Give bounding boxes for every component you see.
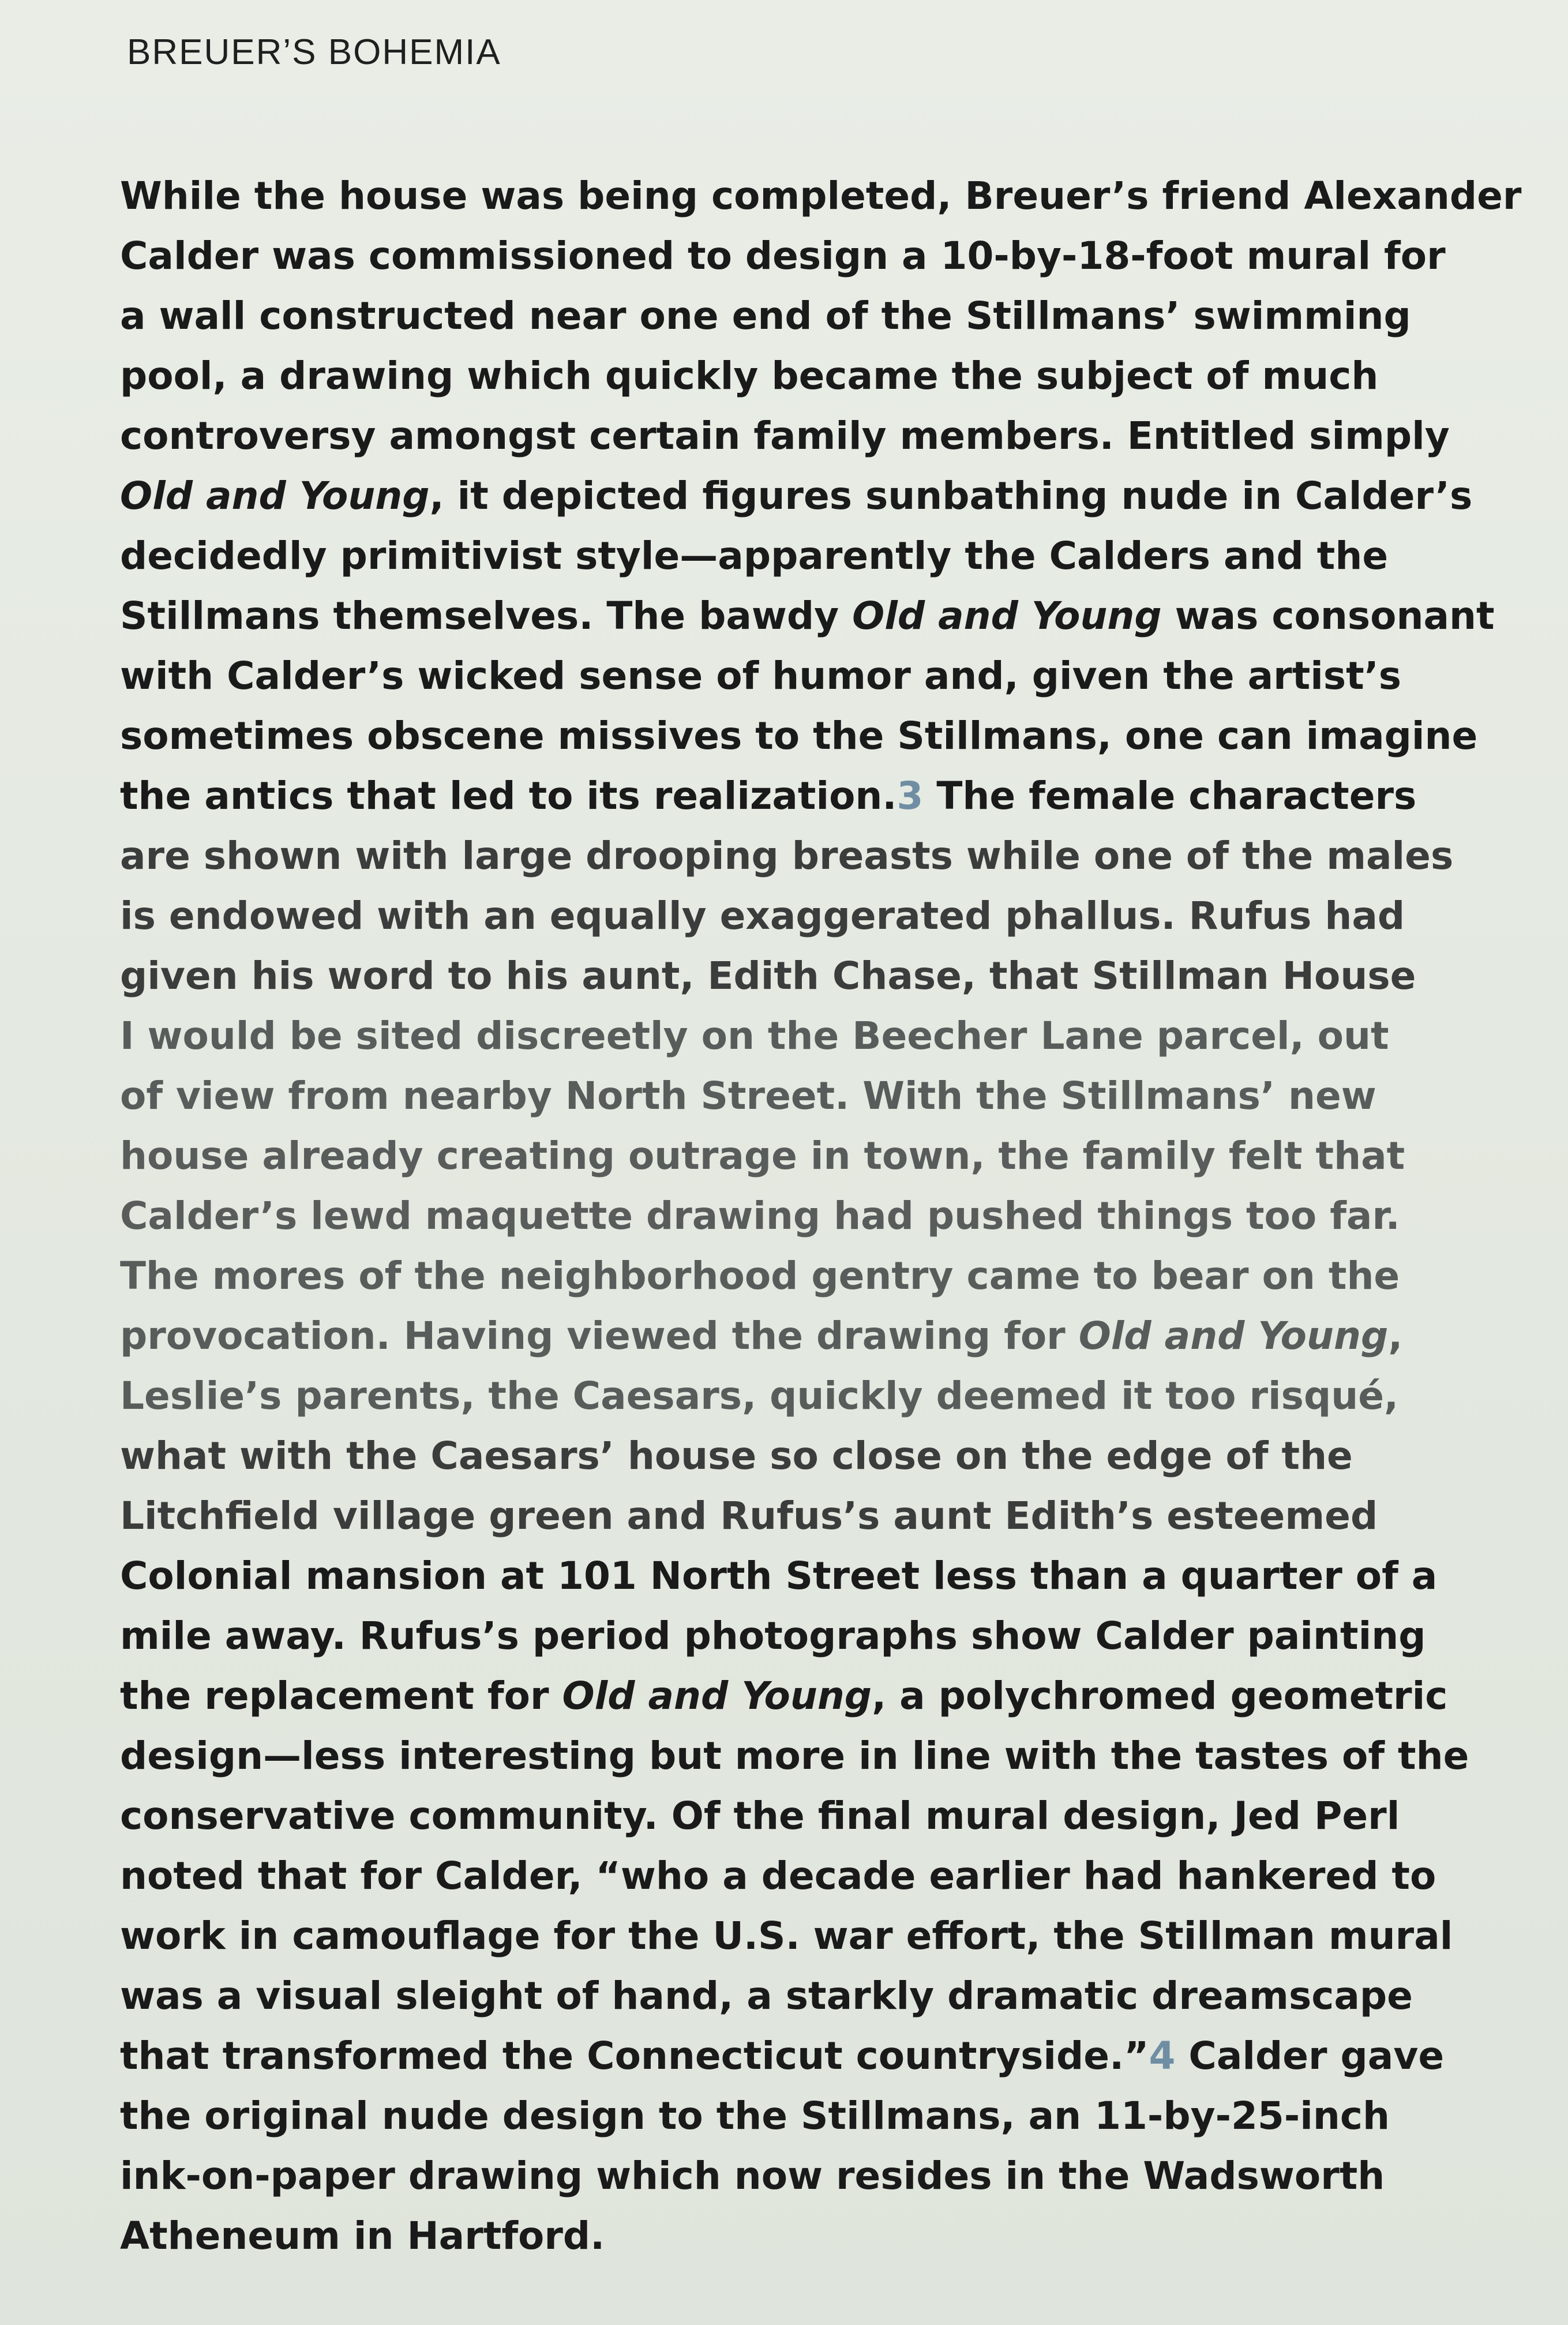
text-segment: Stillmans themselves. The bawdy (120, 594, 853, 638)
text-segment: are shown with large drooping breasts while one of the males (120, 834, 1454, 878)
text-segment: controversy amongst certain family members. Entitled simply (120, 414, 1450, 458)
text-segment: While the house was being completed, Breuer’s friend Alexander (120, 174, 1522, 218)
text-segment: The mores of the neighborhood gentry came to bear on the (120, 1254, 1400, 1298)
text-line (120, 2026, 1447, 2086)
text-line (120, 1126, 1447, 1186)
text-line (120, 1426, 1447, 1486)
text-segment: was consonant (1161, 594, 1495, 638)
text-segment: , it depicted figures sunbathing nude in Calder’s (429, 474, 1473, 518)
text-segment: house already creating outrage in town, the family felt that (120, 1134, 1405, 1178)
text-segment: Calder was commissioned to design a 10-by-18-foot mural for (120, 234, 1446, 278)
text-segment: , a polychromed geometric (872, 1674, 1448, 1718)
text-line (120, 586, 1495, 646)
text-segment: sometimes obscene missives to the Stillmans, one can imagine (120, 714, 1478, 758)
text-segment: Leslie’s parents, the Caesars, quickly deemed it too risqué, (120, 1374, 1399, 1418)
footnote-marker: 4 (1149, 2034, 1176, 2078)
text-segment: given his word to his aunt, Edith Chase, that Stillman House (120, 954, 1416, 998)
artwork-title: Old and Young (1078, 1314, 1389, 1358)
text-line (120, 1846, 1447, 1906)
text-line (120, 1906, 1453, 1966)
text-segment: I would be sited discreetly on the Beecher Lane parcel, out (120, 1014, 1389, 1058)
text-line (120, 2206, 1447, 2266)
body-paragraph (120, 166, 1522, 2266)
text-segment: Colonial mansion at 101 North Street less than a quarter of a (120, 1554, 1438, 1598)
text-line (120, 1486, 1447, 1546)
text-line (120, 766, 1447, 826)
text-segment: what with the Caesars’ house so close on the edge of the (120, 1434, 1353, 1478)
text-segment: Calder gave (1175, 2034, 1445, 2078)
text-line (120, 1366, 1447, 1426)
text-segment: ink-on-paper drawing which now resides in the Wadsworth (120, 2154, 1385, 2198)
footnote-marker: 3 (896, 774, 924, 818)
text-line (120, 226, 1447, 286)
text-line (120, 1786, 1447, 1846)
text-line (120, 1186, 1447, 1246)
text-segment: with Calder’s wicked sense of humor and, given the artist’s (120, 654, 1402, 698)
text-line (120, 1066, 1447, 1126)
text-line (120, 2086, 1447, 2146)
text-segment: Calder’s lewd maquette drawing had pushed things too far. (120, 1194, 1400, 1238)
text-segment: that transformed the Connecticut countryside.” (120, 2034, 1149, 2078)
text-segment: design—less interesting but more in line with the tastes of the (120, 1734, 1469, 1778)
text-line (120, 1966, 1447, 2026)
text-segment: noted that for Calder, “who a decade earlier had hankered to (120, 1854, 1436, 1898)
text-segment: the antics that led to its realization. (120, 774, 897, 818)
text-segment: conservative community. Of the final mural design, Jed Perl (120, 1794, 1400, 1838)
text-segment: Litchfield village green and Rufus’s aunt Edith’s esteemed (120, 1494, 1378, 1538)
text-segment: was a visual sleight of hand, a starkly dramatic dreamscape (120, 1974, 1413, 2018)
text-segment: Atheneum in Hartford. (120, 2214, 605, 2258)
text-segment: the original nude design to the Stillmans, an 11-by-25-inch (120, 2094, 1390, 2138)
text-segment: The female characters (923, 774, 1417, 818)
text-line (120, 1246, 1447, 1306)
text-line (120, 286, 1447, 346)
text-segment: is endowed with an equally exaggerated phallus. Rufus had (120, 894, 1405, 938)
artwork-title: Old and Young (120, 474, 430, 518)
text-line (120, 1306, 1447, 1366)
text-line (120, 946, 1447, 1006)
text-line (120, 1006, 1447, 1066)
text-line (120, 886, 1447, 946)
text-segment: decidedly primitivist style—apparently the Calders and the (120, 534, 1389, 578)
text-line (120, 706, 1478, 766)
text-line (120, 526, 1447, 586)
text-segment: provocation. Having viewed the drawing for (120, 1314, 1079, 1358)
artwork-title: Old and Young (852, 594, 1162, 638)
text-line (120, 1666, 1447, 1726)
text-segment: of view from nearby North Street. With the Stillmans’ new (120, 1074, 1376, 1118)
text-line (120, 2146, 1447, 2206)
text-line (120, 646, 1447, 706)
text-line (120, 1726, 1469, 1786)
text-segment: pool, a drawing which quickly became the subject of much (120, 354, 1379, 398)
text-line (120, 1546, 1447, 1606)
text-line (120, 346, 1447, 406)
text-line (120, 406, 1450, 466)
running-head: BREUER’S BOHEMIA (127, 32, 501, 72)
text-line (120, 1606, 1447, 1666)
text-line (120, 826, 1454, 886)
text-line (120, 166, 1522, 226)
text-segment: mile away. Rufus’s period photographs show Calder painting (120, 1614, 1426, 1658)
text-segment: work in camouflage for the U.S. war effort, the Stillman mural (120, 1914, 1453, 1958)
text-segment: , (1388, 1314, 1403, 1358)
text-segment: the replacement for (120, 1674, 562, 1718)
text-segment: a wall constructed near one end of the Stillmans’ swimming (120, 294, 1411, 338)
artwork-title: Old and Young (562, 1674, 872, 1718)
text-line (120, 466, 1473, 526)
